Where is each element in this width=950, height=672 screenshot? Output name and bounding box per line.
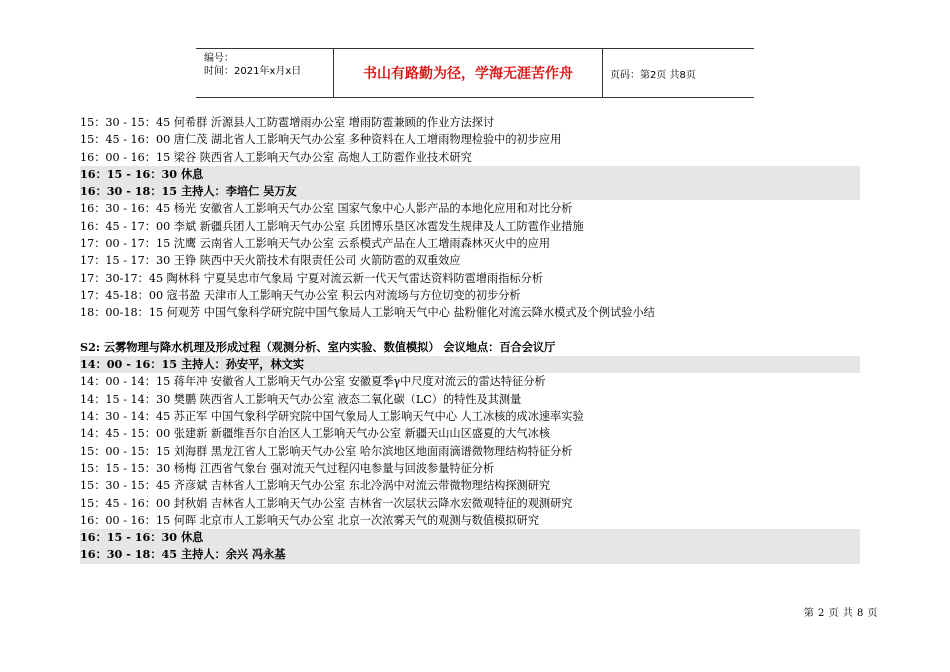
schedule-entry: 14：30 - 14：45 苏正军 中国气象科学研究院中国气象局人工影响天气中心 人工冰核的成冰速率实验 [80, 410, 584, 424]
doc-time-label: 时间：2021年x月x日 [204, 66, 302, 77]
schedule-entry: 15：30 - 15：45 齐彦斌 吉林省人工影响天气办公室 东北冷涡中对流云带微物理结构探测研究 [80, 479, 551, 493]
page-header [196, 48, 754, 98]
section-title: S2: 云雾物理与降水机理及形成过程（观测分析、室内实验、数值模拟） 会议地点：百合会议厅 [80, 339, 556, 354]
schedule-entry: 15：45 - 16：00 唐仁茂 湖北省人工影响天气办公室 多种资料在人工增雨物理检验中的初步应用 [80, 133, 562, 147]
schedule-entry: 17：00 - 17：15 沈鹰 云南省人工影响天气办公室 云系模式产品在人工增雨森林灭火中的应用 [80, 237, 551, 251]
session-heading: 16：15 - 16：30 休息 [80, 529, 860, 546]
schedule-entry: 14：00 - 14：15 蒋年冲 安徽省人工影响天气办公室 安徽夏季γ中尺度对流云的雷达特征分析 [80, 375, 546, 389]
header-page-code: 页码：第2页 共8页 [610, 69, 696, 81]
schedule-content [80, 114, 860, 564]
schedule-entry: 18：00-18：15 何观芳 中国气象科学研究院中国气象局人工影响天气中心 盐粉催化对流云降水模式及个例试验小结 [80, 306, 655, 320]
schedule-entry: 17：45-18：00 寇书盈 天津市人工影响天气办公室 积云内对流场与方位切变的初步分析 [80, 288, 521, 302]
schedule-entry: 15：30 - 15：45 何希群 沂源县人工防雹增雨办公室 增雨防雹兼顾的作业方法探讨 [80, 116, 495, 129]
header-meta [196, 49, 334, 97]
blank-line [80, 322, 860, 339]
doc-number-label: 编号： [204, 53, 234, 64]
schedule-entry: 16：45 - 17：00 李斌 新疆兵团人工影响天气办公室 兵团博乐垦区冰雹发生规律及人工防雹作业措施 [80, 219, 584, 233]
schedule-entry: 15：45 - 16：00 封秋娟 吉林省人工影响天气办公室 吉林省一次层状云降水宏微观特征的观测研究 [80, 496, 573, 510]
session-heading: 16：30 - 18：45 主持人：余兴 冯永基 [80, 546, 860, 563]
session-heading: 16：30 - 18：15 主持人：李培仁 吴万友 [80, 183, 860, 200]
schedule-entry: 17：30-17：45 陶林科 宁夏吴忠市气象局 宁夏对流云新一代天气雷达资料防雹增雨指标分析 [80, 271, 543, 285]
schedule-entry: 15：15 - 15：30 杨梅 江西省气象台 强对流天气过程闪电参量与回波参量特征分析 [80, 461, 495, 475]
schedule-entry: 16：00 - 16：15 梁谷 陕西省人工影响天气办公室 高炮人工防雹作业技术研究 [80, 150, 472, 164]
schedule-entry: 17：15 - 17：30 王铮 陕西中天火箭技术有限责任公司 火箭防雹的双重效应 [80, 254, 461, 268]
session-heading: 14：00 - 16：15 主持人：孙安平，林文实 [80, 356, 860, 373]
schedule-entry: 16：30 - 16：45 杨光 安徽省人工影响天气办公室 国家气象中心人影产品的本地化应用和对比分析 [80, 202, 573, 216]
schedule-entry: 14：45 - 15：00 张建新 新疆维吾尔自治区人工影响天气办公室 新疆天山山区盛夏的大气冰核 [80, 427, 551, 441]
schedule-entry: 16：00 - 16：15 何晖 北京市人工影响天气办公室 北京一次浓雾天气的观测与数值模拟研究 [80, 513, 539, 527]
schedule-entry: 15：00 - 15：15 刘海群 黑龙江省人工影响天气办公室 哈尔滨地区地面雨滴谱微物理结构特征分析 [80, 444, 573, 458]
session-heading: 16：15 - 16：30 休息 [80, 166, 860, 183]
header-motto: 书山有路勤为径，学海无涯苦作舟 [334, 49, 603, 97]
page-footer: 第 2 页 共 8 页 [803, 608, 878, 619]
schedule-entry: 14：15 - 14：30 樊鹏 陕西省人工影响天气办公室 液态二氧化碳（LC）的特性及其测量 [80, 392, 522, 406]
